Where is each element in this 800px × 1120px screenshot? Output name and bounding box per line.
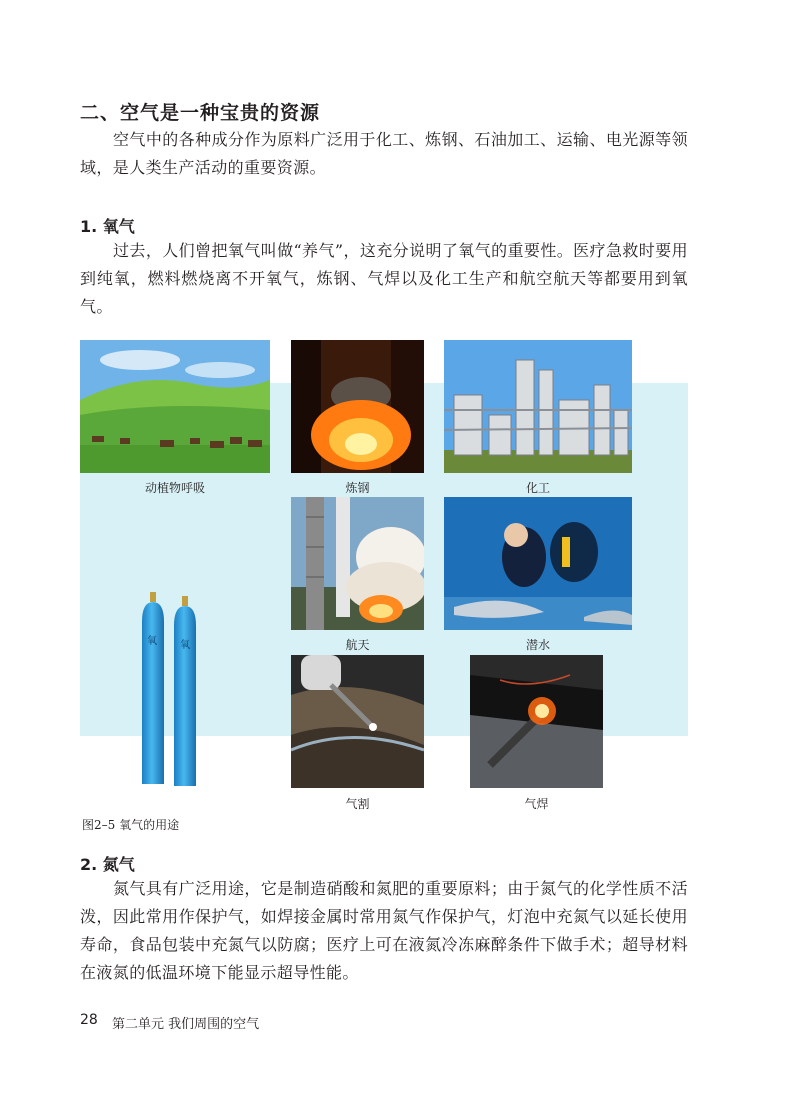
gas-cutting-caption: 气割 [345,797,370,811]
gas-welding-caption: 气焊 [524,797,549,811]
chemical-plant-photo [444,340,632,473]
cylinder-label-left: 氧 [147,636,157,647]
nitrogen-heading: 2. 氮气 [80,855,135,874]
nitrogen-paragraph: 氮气具有广泛用途，它是制造硝酸和氮肥的重要原料；由于氮气的化学性质不活泼，因此常用作保护气，如焊接金属时常用氮气作保护气，灯泡中充氮气以延长使用寿命，食品包装中充氮气以防腐；医疗上可在液氮冷冻麻醉条件下做手术；超导材料在液氮的低温环境下能显示超导性能。 [80,879,688,982]
chemical-caption: 化工 [525,481,550,495]
oxygen-cylinders-illustration [140,592,202,787]
figure-caption: 图2–5 氧气的用途 [82,818,180,832]
oxygen-heading: 1. 氧气 [80,217,135,236]
steelmaking-photo [291,340,424,473]
section-title: 二、空气是一种宝贵的资源 [80,102,321,124]
section-intro: 空气中的各种成分作为原料广泛用于化工、炼钢、石油加工、运输、电光源等领域，是人类生产活动的重要资源。 [80,130,688,177]
respiration-caption: 动植物呼吸 [144,481,205,495]
aerospace-photo [291,497,424,630]
respiration-photo [80,340,270,473]
chapter-title: 第二单元 我们周围的空气 [112,1017,260,1032]
diving-caption: 潜水 [525,638,550,652]
cylinder-label-right: 氧 [180,640,190,651]
gas-welding-photo [470,655,603,788]
oxygen-paragraph: 过去，人们曾把氧气叫做“养气”，这充分说明了氧气的重要性。医疗急救时要用到纯氧，燃料燃烧离不开氧气，炼钢、气焊以及化工生产和航空航天等都要用到氧气。 [80,241,688,316]
aerospace-caption: 航天 [345,638,370,652]
diving-photo [444,497,632,630]
steelmaking-caption: 炼钢 [345,481,370,495]
gas-cutting-photo [291,655,424,788]
page-number: 28 [80,1012,98,1028]
